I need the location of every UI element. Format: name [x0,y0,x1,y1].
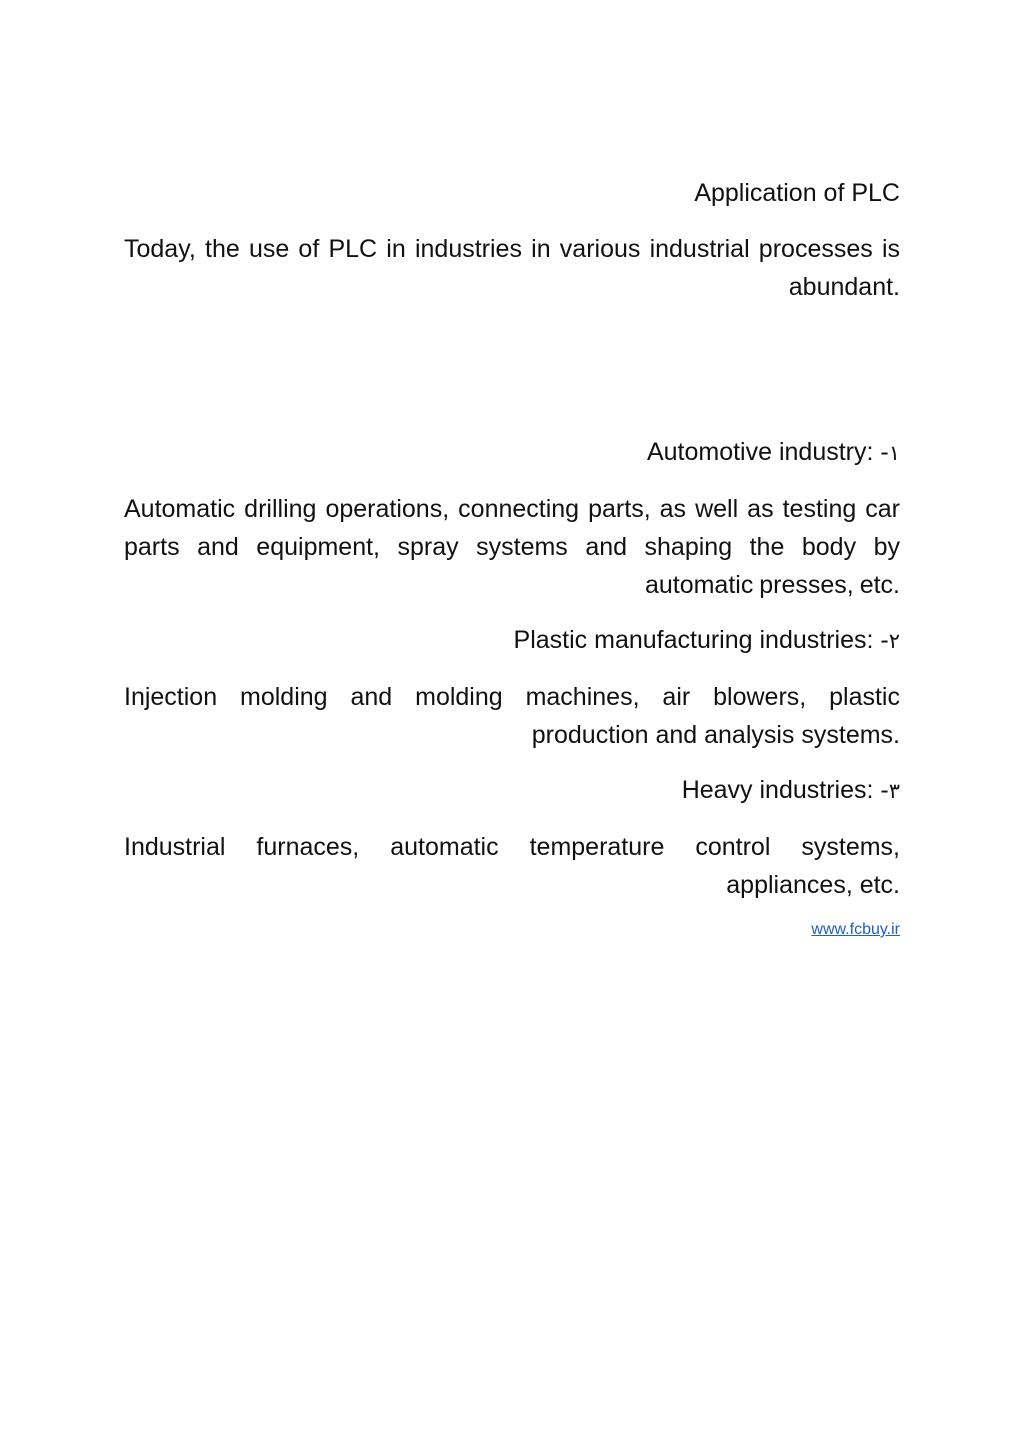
section-body-automotive: Automatic drilling operations, connecting parts, as well as testing car parts and equipment, spray systems and shaping the body by automatic presses, etc. [124,495,900,599]
section-number: ١ [888,441,900,465]
section-heading-text: Plastic manufacturing industries: - [513,626,889,654]
section-number: ٣ [888,779,900,803]
section-heading-heavy [124,771,900,810]
footer-website-link[interactable]: www.fcbuy.ir [811,921,900,938]
section-heading-text: Heavy industries: - [681,776,889,804]
intro-paragraph: Today, the use of PLC in industries in various industrial processes is abundant. [124,235,900,301]
document-title: Application of PLC [694,179,900,207]
section-heading-automotive [124,433,900,472]
document-page [124,174,900,942]
spacer [124,323,900,433]
section-heading-text: Automotive industry: - [646,438,889,466]
section-body-plastic: Injection molding and molding machines, air blowers, plastic production and analysis systems. [124,683,900,749]
section-heading-plastic [124,621,900,660]
footer-link-container [124,918,900,942]
section-body-heavy: Industrial furnaces, automatic temperature control systems, appliances, etc. [124,833,900,899]
section-number: ٢ [888,629,900,653]
